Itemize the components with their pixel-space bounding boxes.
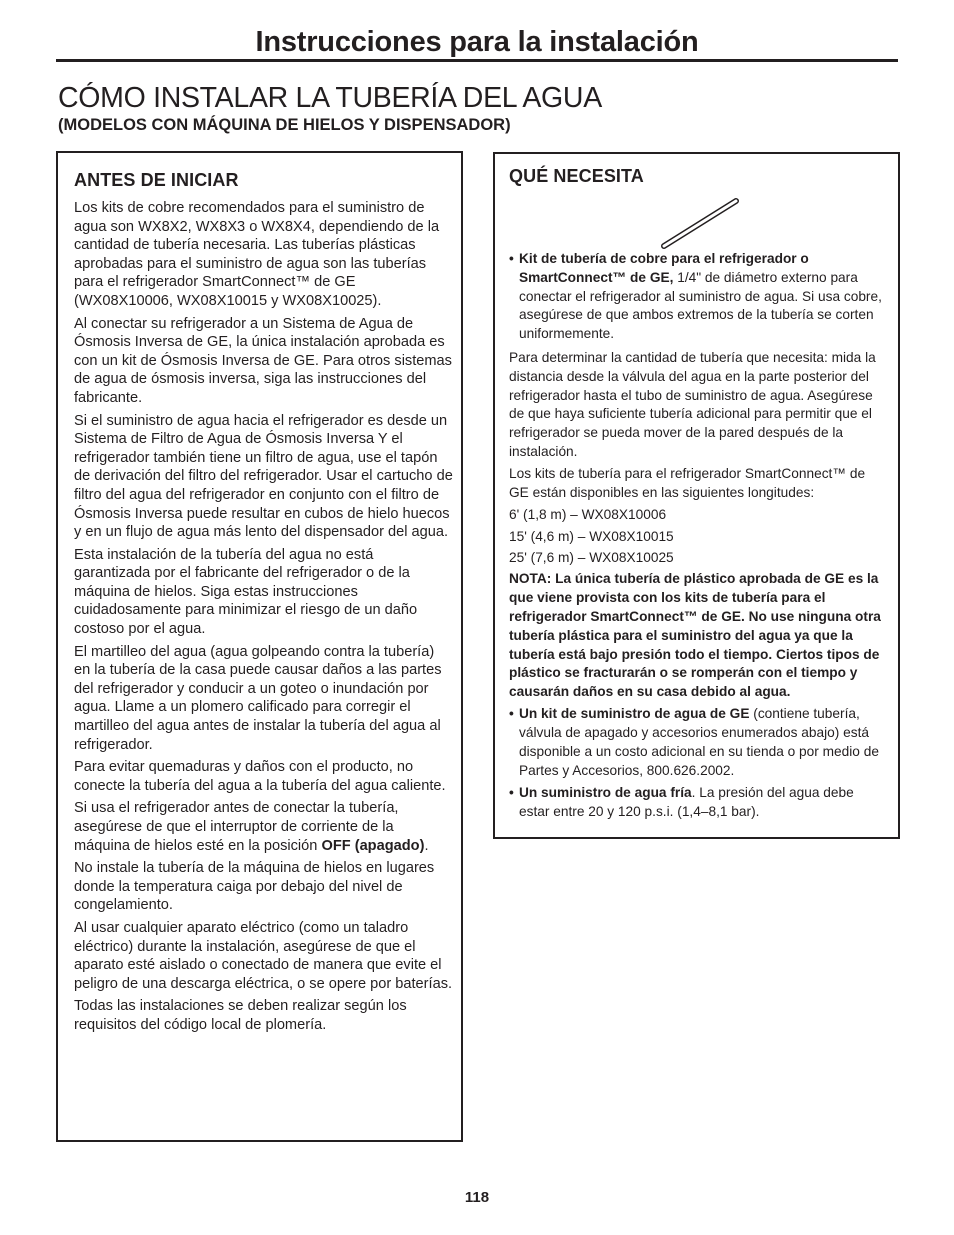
supply-list	[509, 705, 884, 822]
switch-text: Si usa el refrigerador antes de conectar la tubería, asegúrese de que el interruptor de corriente de la máquina de hielos esté en la posición	[74, 800, 399, 854]
antes-paragraph: Todas las instalaciones se deben realizar según los requisitos del código local de plomería.	[74, 998, 407, 1033]
antes-paragraph: Para evitar quemaduras y daños con el producto, no conecte la tubería del agua a la tubería del agua caliente.	[74, 759, 446, 794]
page-number: 118	[464, 1189, 490, 1206]
bullet-icon: •	[509, 785, 514, 801]
cold-bold: Un suministro de agua fría	[519, 785, 692, 801]
cold-water-item	[509, 784, 884, 822]
antes-paragraph: Si el suministro de agua hacia el refrigerador es desde un Sistema de Filtro de Agua de Ósmosis Inversa Y el refrigerador también tiene un filtro de agua, use el tapón de derivación del filtro del refrigerador. Usar el cartucho de filtro del agua del refrigerador en conjunto con el filtro de Ósmosis Inversa puede resultar en cubos de hielo huecos y en un flujo de agua más lento del dispensador del agua.	[74, 412, 453, 541]
nota-paragraph: NOTA: La única tubería de plástico aprobada de GE es la que viene provista con los kits de tubería para el refrigerador SmartConnect™ de GE. No use ninguna otra tubería plástica para el suministro del agua ya que la tubería está bajo presión todo el tiempo. Ciertos tipos de plástico se fracturarán o se romperán con el tiempo y causarán daños en su casa debido al agua.	[509, 571, 881, 700]
antes-paragraph: Esta instalación de la tubería del agua no está garantizada por el fabricante del refrigerador o de la máquina de hielos. Siga estas instrucciones cuidadosamente para minimizar el riesgo de un daño costoso por el agua.	[74, 546, 418, 638]
antes-heading: ANTES DE INICIAR	[74, 170, 239, 190]
supply-kit-item	[509, 705, 884, 780]
kits-intro: Los kits de tubería para el refrigerador SmartConnect™ de GE están disponibles en las siguientes longitudes:	[509, 466, 866, 500]
antes-paragraph: Al conectar su refrigerador a un Sistema de Agua de Ósmosis Inversa de GE, la única instalación aprobada es con un kit de Ósmosis Inversa de GE. Para otros sistemas de agua de ósmosis inversa, siga las instrucciones del fabricante.	[74, 315, 452, 406]
antes-de-iniciar-box	[56, 151, 463, 1142]
length-item: 6' (1,8 m) – WX08X10006	[509, 507, 667, 523]
kit-text: 1/4" de diámetro externo para conectar el refrigerador al suministro de agua. Si usa cobre, asegúrese de que ambos extremos de la tubería se corten uniformemente.	[519, 269, 882, 342]
antes-paragraph: El martilleo del agua (agua golpeando contra la tubería) en la tubería de la casa puede causar daños a las partes del refrigerador y conducir a un goteo o inundación por agua. Llame a un plomero calificado para corregir el martilleo del agua antes de instalar la tubería del agua al refrigerador.	[74, 643, 442, 753]
length-item: 25' (7,6 m) – WX08X10025	[509, 549, 674, 565]
page-title: Instrucciones para la instalación	[255, 26, 699, 58]
supply-kit-bold: Un kit de suministro de agua de GE	[519, 706, 750, 722]
header-rule	[56, 59, 898, 62]
kit-item	[509, 250, 884, 344]
bullet-icon: •	[509, 251, 514, 266]
bullet-icon: •	[509, 706, 514, 722]
antes-switch-paragraph	[74, 799, 453, 855]
cold-text: . La presión del agua debe estar entre 20 y 120 p.s.i. (1,4–8,1 bar).	[519, 785, 854, 820]
kit-bold: Kit de tubería de cobre para el refrigerador o SmartConnect™ de GE,	[519, 251, 809, 285]
measure-paragraph: Para determinar la cantidad de tubería que necesita: mida la distancia desde la válvula del agua en la parte posterior del refrigerador hasta el tubo de suministro de agua. Asegúrese de que haya suficiente tubería adicional para permitir que el refrigerador se pueda mover de la pared después de la instalación.	[509, 349, 876, 459]
section-subtitle: (MODELOS CON MÁQUINA DE HIELOS Y DISPENSADOR)	[58, 116, 511, 134]
tube-illustration	[509, 188, 884, 250]
supply-kit-text: (contiene tubería, válvula de apagado y accesorios enumerados abajo) está disponible a un costo adicional en su tienda o por medio de Partes y Accesorios, 800.626.2002.	[519, 706, 879, 778]
antes-paragraph: No instale la tubería de la máquina de hielos en lugares donde la temperatura caiga por debajo del nivel de congelamiento.	[74, 860, 435, 914]
page-header	[56, 24, 898, 60]
switch-text-end: .	[424, 837, 429, 854]
section-title: CÓMO INSTALAR LA TUBERÍA DEL AGUA	[58, 82, 602, 114]
antes-paragraph: Los kits de cobre recomendados para el suministro de agua son WX8X2, WX8X3 o WX8X4, dependiendo de la cantidad de tubería necesaria. Las tuberías plásticas aprobadas para el suministro de agua son las tuberías para el refrigerador SmartConnect™ de GE (WX08X10006, WX08X10015 y WX08X10025).	[74, 200, 440, 309]
tubing-icon	[659, 194, 743, 254]
antes-paragraph: Al usar cualquier aparato eléctrico (como un taladro eléctrico) durante la instalación, asegúrese de que el aparato esté aislado o conectado de manera que evite el peligro de una descarga eléctrica, o se opere por baterías.	[74, 919, 453, 992]
que-necesita-box	[493, 152, 900, 839]
length-item: 15' (4,6 m) – WX08X10015	[509, 528, 674, 544]
necesita-heading: QUÉ NECESITA	[509, 166, 644, 186]
off-label: OFF (apagado)	[321, 837, 425, 854]
kit-list	[509, 250, 884, 344]
